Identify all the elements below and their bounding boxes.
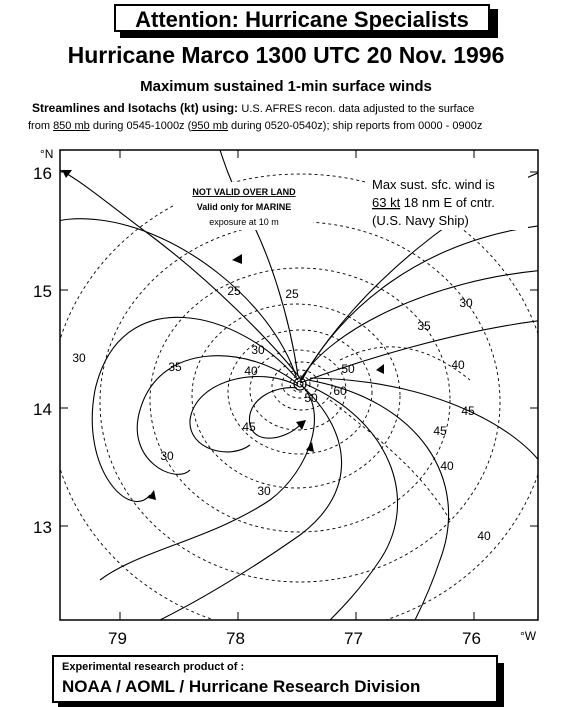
- lat-label-13: 13: [33, 518, 52, 537]
- isotach-label: 40: [244, 364, 258, 378]
- period-c: during 0545-1000z (: [89, 120, 192, 132]
- isotach-label: 30: [251, 343, 265, 357]
- period-level-950: 950 mb: [191, 120, 228, 132]
- data-source-label: Streamlines and Isotachs (kt) using:: [32, 101, 239, 115]
- warning-line-3: exposure at 10 m: [209, 217, 279, 227]
- subtitle: Maximum sustained 1-min surface winds: [140, 78, 432, 95]
- lat-label-16: 16: [33, 164, 52, 183]
- storm-title: Hurricane Marco 1300 UTC 20 Nov. 1996: [67, 42, 505, 68]
- max-wind-line-1: Max sust. sfc. wind is: [372, 177, 495, 192]
- isotach-label: 35: [417, 319, 431, 333]
- footer-credit-box: [52, 655, 498, 703]
- footer-line-2: NOAA / AOML / Hurricane Research Division: [62, 677, 421, 696]
- footer-line-1: Experimental research product of :: [62, 661, 245, 673]
- max-wind-line-2: [372, 195, 495, 210]
- lon-label-78: 78: [226, 629, 245, 648]
- streamline-isotach-map: [0, 140, 572, 655]
- isotach-label: 30: [459, 296, 473, 310]
- isotach-label: 35: [168, 360, 182, 374]
- isotach-label: 40: [477, 529, 491, 543]
- isotach-label: 40: [440, 459, 454, 473]
- lat-label-15: 15: [33, 282, 52, 301]
- max-wind-note: [368, 174, 528, 230]
- isotach-label: 30: [257, 484, 271, 498]
- isotach-label: 30: [72, 351, 86, 365]
- isotach-label: 45: [461, 404, 475, 418]
- warning-line-2: Valid only for MARINE: [196, 202, 292, 212]
- lon-label-76: 76: [462, 629, 481, 648]
- isotach-label: 45: [433, 424, 447, 438]
- period-a: from: [28, 120, 54, 132]
- isotach-label: 50: [304, 391, 318, 405]
- isotach-label: 45: [242, 420, 256, 434]
- lon-label-77: 77: [344, 629, 363, 648]
- lon-unit-label: °W: [520, 629, 537, 643]
- data-period-line: [28, 120, 482, 132]
- isotach-label: 60: [333, 384, 347, 398]
- data-source-line: [32, 101, 474, 115]
- isotach-label: 25: [285, 287, 299, 301]
- isotach-label: 50: [341, 362, 355, 376]
- max-wind-location: 18 nm E of cntr.: [400, 195, 495, 210]
- period-e: during 0520-0540z); ship reports from 0000 - 0900z: [227, 120, 483, 132]
- isotach-label: 25: [227, 284, 241, 298]
- attention-banner: Attention: Hurricane Specialists: [114, 4, 490, 32]
- lat-unit-label: °N: [40, 147, 54, 161]
- lon-label-79: 79: [108, 629, 127, 648]
- max-wind-value: 63 kt: [372, 195, 401, 210]
- isotach-label: 30: [160, 449, 174, 463]
- max-wind-line-3: (U.S. Navy Ship): [372, 213, 469, 228]
- land-warning-note: [175, 182, 313, 230]
- warning-line-1: NOT VALID OVER LAND: [192, 187, 296, 197]
- isotach-label: 40: [451, 358, 465, 372]
- lat-label-14: 14: [33, 400, 52, 419]
- data-source-detail: U.S. AFRES recon. data adjusted to the surface: [241, 103, 475, 115]
- period-level-850: 850 mb: [53, 120, 90, 132]
